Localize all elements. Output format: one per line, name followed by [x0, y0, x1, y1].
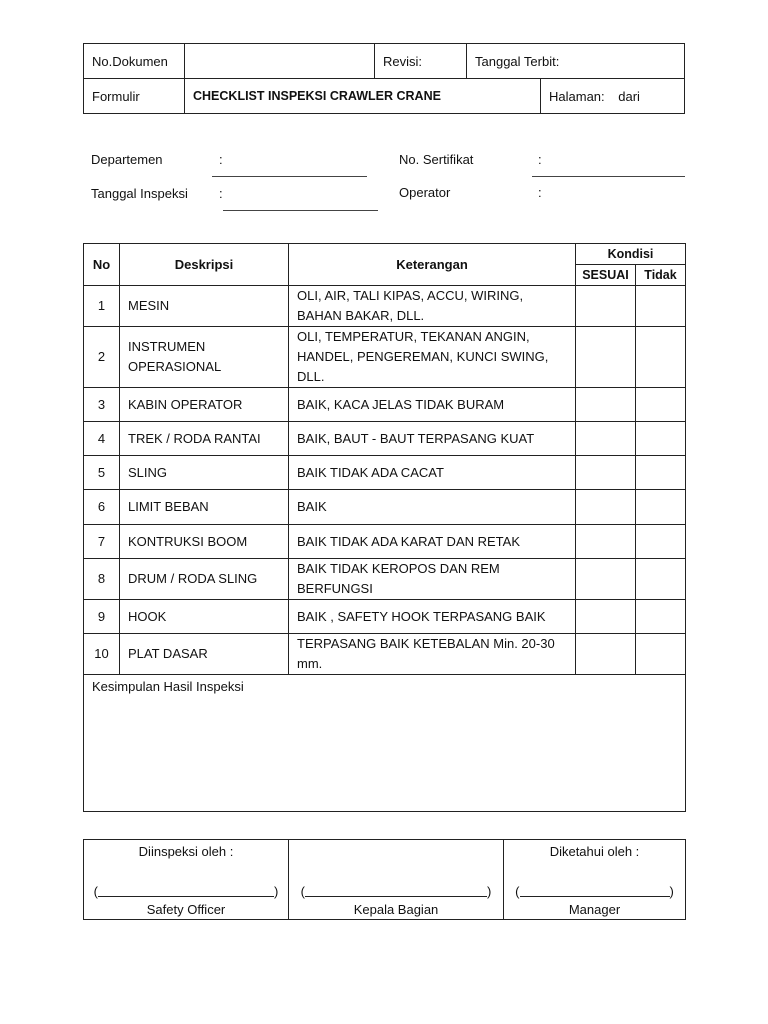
- revisi-label: Revisi:: [375, 44, 467, 79]
- tanggal-inspeksi-field[interactable]: [223, 210, 378, 211]
- role-safety-officer: Safety Officer: [146, 902, 226, 917]
- tanggal-inspeksi-label: Tanggal Inspeksi: [91, 186, 188, 201]
- formulir-label: Formulir: [84, 79, 185, 114]
- row-keterangan: BAIK TIDAK ADA KARAT DAN RETAK: [289, 525, 576, 559]
- row-keterangan: OLI, AIR, TALI KIPAS, ACCU, WIRING, BAHAN BAKAR, DLL.: [289, 286, 576, 327]
- departemen-field[interactable]: [212, 176, 367, 177]
- row-keterangan: BAIK, BAUT - BAUT TERPASANG KUAT: [289, 422, 576, 456]
- tanggal-terbit-label: Tanggal Terbit:: [467, 44, 685, 79]
- tidak-checkbox-cell[interactable]: [636, 600, 686, 634]
- row-keterangan: BAIK: [289, 490, 576, 525]
- table-row: [84, 286, 686, 327]
- row-keterangan: BAIK TIDAK ADA CACAT: [289, 456, 576, 490]
- table-row: [84, 388, 686, 422]
- row-deskripsi: KABIN OPERATOR: [120, 388, 289, 422]
- row-number: 4: [84, 422, 120, 456]
- tidak-checkbox-cell[interactable]: [636, 525, 686, 559]
- sesuai-checkbox-cell[interactable]: [576, 634, 636, 675]
- no-sertifikat-colon: :: [538, 152, 542, 167]
- sesuai-checkbox-cell[interactable]: [576, 600, 636, 634]
- open-paren: (: [515, 884, 520, 899]
- row-number: 5: [84, 456, 120, 490]
- tidak-checkbox-cell[interactable]: [636, 559, 686, 600]
- row-number: 9: [84, 600, 120, 634]
- row-number: 3: [84, 388, 120, 422]
- no-dokumen-label: No.Dokumen: [84, 44, 185, 79]
- col-header-no: No: [84, 244, 120, 286]
- departemen-colon: :: [219, 152, 223, 167]
- no-dokumen-value[interactable]: [185, 44, 375, 79]
- table-row: [84, 422, 686, 456]
- col-header-sesuai: SESUAI: [576, 265, 636, 286]
- form-title: CHECKLIST INSPEKSI CRAWLER CRANE: [185, 79, 541, 114]
- operator-label: Operator: [399, 185, 451, 200]
- row-keterangan: OLI, TEMPERATUR, TEKANAN ANGIN, HANDEL, PENGEREMAN, KUNCI SWING, DLL.: [289, 327, 576, 388]
- row-deskripsi: HOOK: [120, 600, 289, 634]
- row-number: 1: [84, 286, 120, 327]
- operator-colon: :: [538, 185, 542, 200]
- row-keterangan: BAIK TIDAK KEROPOS DAN REM BERFUNGSI: [289, 559, 576, 600]
- row-number: 2: [84, 327, 120, 388]
- close-paren: ): [669, 884, 674, 899]
- row-number: 7: [84, 525, 120, 559]
- col-header-tidak: Tidak: [636, 265, 686, 286]
- tidak-checkbox-cell[interactable]: [636, 634, 686, 675]
- halaman-cell: [541, 79, 685, 114]
- row-number: 8: [84, 559, 120, 600]
- tidak-checkbox-cell[interactable]: [636, 490, 686, 525]
- tidak-checkbox-cell[interactable]: [636, 422, 686, 456]
- row-deskripsi: KONTRUKSI BOOM: [120, 525, 289, 559]
- role-manager: Manager: [568, 902, 621, 917]
- role-kepala-bagian: Kepala Bagian: [353, 902, 439, 917]
- checklist-table: [83, 243, 686, 812]
- halaman-label: Halaman:: [549, 88, 605, 104]
- row-keterangan: BAIK, KACA JELAS TIDAK BURAM: [289, 388, 576, 422]
- tidak-checkbox-cell[interactable]: [636, 286, 686, 327]
- conclusion-label: Kesimpulan Hasil Inspeksi: [92, 679, 244, 694]
- table-row: [84, 600, 686, 634]
- signature-line: [92, 884, 280, 899]
- open-paren: (: [300, 884, 305, 899]
- conclusion-box[interactable]: [84, 675, 686, 812]
- signature-line: [512, 884, 677, 899]
- row-number: 10: [84, 634, 120, 675]
- sesuai-checkbox-cell[interactable]: [576, 388, 636, 422]
- tidak-checkbox-cell[interactable]: [636, 388, 686, 422]
- table-row: [84, 559, 686, 600]
- table-row: [84, 327, 686, 388]
- table-row: [84, 490, 686, 525]
- open-paren: (: [93, 884, 98, 899]
- sesuai-checkbox-cell[interactable]: [576, 456, 636, 490]
- signature-safety-officer[interactable]: [84, 840, 289, 920]
- signature-manager[interactable]: [504, 840, 686, 920]
- sesuai-checkbox-cell[interactable]: [576, 490, 636, 525]
- tanggal-inspeksi-colon: :: [219, 186, 223, 201]
- close-paren: ): [274, 884, 279, 899]
- row-deskripsi: SLING: [120, 456, 289, 490]
- row-deskripsi: DRUM / RODA SLING: [120, 559, 289, 600]
- table-row: [84, 525, 686, 559]
- table-row: [84, 634, 686, 675]
- sesuai-checkbox-cell[interactable]: [576, 327, 636, 388]
- signature-kepala-bagian[interactable]: [289, 840, 504, 920]
- tidak-checkbox-cell[interactable]: [636, 456, 686, 490]
- sesuai-checkbox-cell[interactable]: [576, 525, 636, 559]
- sesuai-checkbox-cell[interactable]: [576, 559, 636, 600]
- row-deskripsi: INSTRUMEN OPERASIONAL: [120, 327, 289, 388]
- col-header-kondisi: Kondisi: [576, 244, 686, 265]
- document-header-table: [83, 43, 685, 114]
- row-keterangan: TERPASANG BAIK KETEBALAN Min. 20-30 mm.: [289, 634, 576, 675]
- signature-line: [297, 884, 495, 899]
- row-deskripsi: LIMIT BEBAN: [120, 490, 289, 525]
- dari-label: dari: [618, 88, 640, 104]
- close-paren: ): [487, 884, 492, 899]
- sesuai-checkbox-cell[interactable]: [576, 286, 636, 327]
- diinspeksi-label: Diinspeksi oleh :: [138, 844, 234, 859]
- row-deskripsi: TREK / RODA RANTAI: [120, 422, 289, 456]
- row-number: 6: [84, 490, 120, 525]
- row-deskripsi: MESIN: [120, 286, 289, 327]
- no-sertifikat-label: No. Sertifikat: [399, 152, 474, 167]
- col-header-keterangan: Keterangan: [289, 244, 576, 286]
- row-keterangan: BAIK , SAFETY HOOK TERPASANG BAIK: [289, 600, 576, 634]
- signature-table: [83, 839, 686, 920]
- departemen-label: Departemen: [91, 152, 163, 167]
- sesuai-checkbox-cell[interactable]: [576, 422, 636, 456]
- no-sertifikat-field[interactable]: [532, 176, 685, 177]
- table-row: [84, 456, 686, 490]
- tidak-checkbox-cell[interactable]: [636, 327, 686, 388]
- row-deskripsi: PLAT DASAR: [120, 634, 289, 675]
- col-header-deskripsi: Deskripsi: [120, 244, 289, 286]
- diketahui-label: Diketahui oleh :: [549, 844, 640, 859]
